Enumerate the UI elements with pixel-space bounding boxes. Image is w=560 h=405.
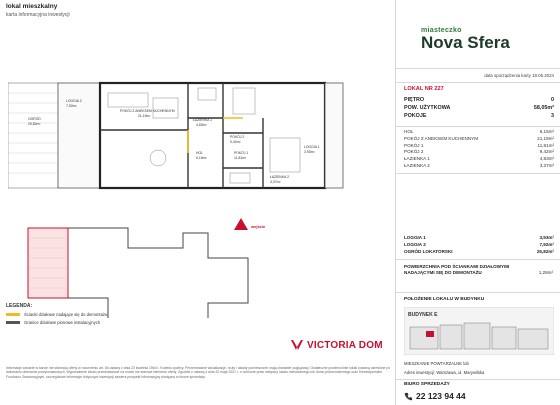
extras-row	[404, 242, 554, 249]
nova-sfera-logo	[421, 27, 510, 51]
demountable-walls-note: POWIERZCHNIA POD ŚCIANKAMI DZIAŁOWYMI NADAJĄCYMI SIĘ DO DEMONTAŻU	[404, 264, 510, 275]
logo-small-text: miasteczko	[421, 27, 462, 34]
extras-row	[404, 235, 554, 242]
brand-name: VICTORIA DOM	[307, 339, 383, 351]
summary-value: 58,05m²	[533, 105, 554, 111]
room-area-room-1: 11,81m²	[234, 156, 247, 160]
area-list	[404, 129, 554, 170]
logo-big-text: Nova Sfera	[421, 33, 510, 52]
legend-title: LEGENDA:	[6, 303, 33, 309]
area-label: POKÓJ Z ANEKSEM KUCHENNYM	[404, 135, 479, 141]
room-label-room-2: POKÓJ 2	[230, 135, 245, 139]
legend-swatch-gray	[6, 321, 20, 324]
summary-label: POW. UŻYTKOWA	[404, 105, 451, 111]
residential-line: MIESZKANIE POWTARZALNE lub	[404, 361, 469, 366]
extras-row	[404, 249, 554, 256]
summary-row	[404, 96, 554, 104]
divider	[396, 259, 560, 260]
legend-item-label: Ścianki działowe nadające się do demontażu	[24, 312, 108, 317]
extras-label: OGRÓD LOKATORSKI	[404, 248, 453, 254]
room-area-living-kitchen: 21,19m²	[138, 114, 151, 118]
area-row	[404, 156, 554, 163]
entrance-label: wejście	[251, 224, 266, 229]
summary-label: PIĘTRO	[404, 97, 425, 103]
legend-item	[6, 320, 107, 325]
area-label: POKÓJ 1	[404, 142, 424, 148]
building-location-map	[404, 307, 554, 355]
area-row	[404, 149, 554, 156]
divider	[396, 292, 560, 293]
room-label-bathroom-2: ŁAZIENKA 2	[270, 175, 290, 179]
document-date: data sporządzenia karty 18.05.2024	[484, 73, 554, 78]
victoria-dom-logo-icon	[290, 338, 304, 352]
extras-label: LOGGIA 2	[404, 241, 426, 247]
room-area-hall: 6,15m²	[196, 156, 207, 160]
room-label-hall: HOL	[196, 151, 203, 155]
area-row	[404, 143, 554, 150]
extras-list	[404, 235, 554, 255]
floor-plan	[8, 58, 393, 318]
summary-row	[404, 104, 554, 112]
area-value: 9,42m²	[539, 149, 554, 155]
extras-label: LOGGIA 1	[404, 235, 426, 240]
divider	[396, 126, 560, 127]
sales-phone[interactable]: 22 123 94 44	[416, 391, 466, 401]
legend-item-label: Granice działowe pionowe instalacyjnych	[24, 320, 101, 325]
area-value: 11,81m²	[537, 142, 554, 148]
summary-value: 0	[551, 97, 554, 103]
location-title: POŁOŻENIE LOKALU W BUDYNKU	[404, 297, 485, 302]
divider	[396, 68, 560, 69]
area-label: ŁAZIENKA 1	[404, 156, 430, 162]
area-row	[404, 136, 554, 143]
area-value: 4,83m²	[539, 156, 554, 162]
area-value: 6,15m²	[539, 129, 554, 134]
summary-row	[404, 112, 554, 120]
extras-value: 3,93m²	[539, 235, 554, 240]
area-value: 3,37m²	[539, 162, 554, 168]
area-row	[404, 163, 554, 170]
sales-office-title: BIURO SPRZEDAŻY	[404, 382, 450, 387]
summary-value: 3	[551, 113, 554, 119]
summary-list	[404, 96, 554, 120]
room-area-room-2: 9,42m²	[230, 140, 241, 144]
area-label: ŁAZIENKA 2	[404, 162, 430, 168]
divider	[396, 82, 560, 83]
room-label-loggia-1: LOGGIA 1	[304, 145, 320, 149]
room-label-bathroom-1: ŁAZIENKA 1	[193, 118, 213, 122]
extras-value: 25,82m²	[536, 248, 554, 254]
room-label-loggia-2: LOGGIA 2	[66, 99, 82, 103]
legend-swatch-yellow	[6, 313, 20, 316]
room-label-living-kitchen: POKÓJ Z ANEKSEM KUCHENNYM	[120, 109, 175, 113]
legend	[6, 303, 107, 328]
brand-logo	[290, 338, 383, 352]
document-subtitle: karta informacyjna inwestycji	[6, 12, 70, 18]
area-value: 21,19m²	[537, 135, 554, 141]
room-area-loggia-2: 7,92m²	[66, 104, 77, 108]
area-label: POKÓJ 2	[404, 149, 424, 155]
room-area-garden: 25,82m²	[28, 122, 41, 126]
building-label: BUDYNEK E	[408, 312, 438, 318]
summary-label: POKOJE	[404, 113, 427, 119]
room-area-bathroom-2: 3,37m²	[270, 180, 281, 184]
document-title: lokal mieszkalny	[6, 3, 58, 10]
divider	[396, 379, 560, 380]
room-area-bathroom-1: 4,83m²	[196, 123, 207, 127]
legend-item	[6, 312, 107, 317]
unit-number: LOKAL NR 227	[404, 86, 444, 92]
area-row	[404, 129, 554, 136]
legal-footnote: Informacje zawarte w karcie nie stanowią oferty w rozumieniu art. 66 ustawy z dnia 23 kwietnia 1964 r. Kodeks cywilny. Prezentowane wizualizacje, rzuty i układy pomieszczeń mają charakter poglądowy. Ostateczne powierzchnie lokali zostaną określone po dokonaniu obmiarów powykonawczych. Wyposażenie lokalu przedstawione na rzucie nie stanowi elementu oferty. Zgodnie z ustawą z dnia 20 maja 2021 r. o ochronie praw nabywcy lokalu mieszkalnego lub domu jednorodzinnego oraz Deweloperskim Funduszu Gwarancyjnym, szczegółowe informacje dotyczące inwestycji zawiera prospekt informacyjny dostępny w biurze sprzedaży.	[6, 366, 391, 379]
area-label: HOL	[404, 129, 414, 134]
room-area-loggia-1: 3,93m²	[304, 150, 315, 154]
room-label-room-1: POKÓJ 1	[234, 151, 249, 155]
extras-value: 7,92m²	[539, 241, 554, 247]
room-label-garden: OGRÓD	[28, 117, 41, 121]
divider	[396, 173, 560, 174]
phone-icon	[404, 392, 413, 401]
info-panel	[395, 0, 560, 405]
address-line: Adres inwestycji: Warszawa, ul. Marywilska	[404, 370, 485, 375]
demountable-walls-value: 1,28m²	[538, 270, 553, 275]
